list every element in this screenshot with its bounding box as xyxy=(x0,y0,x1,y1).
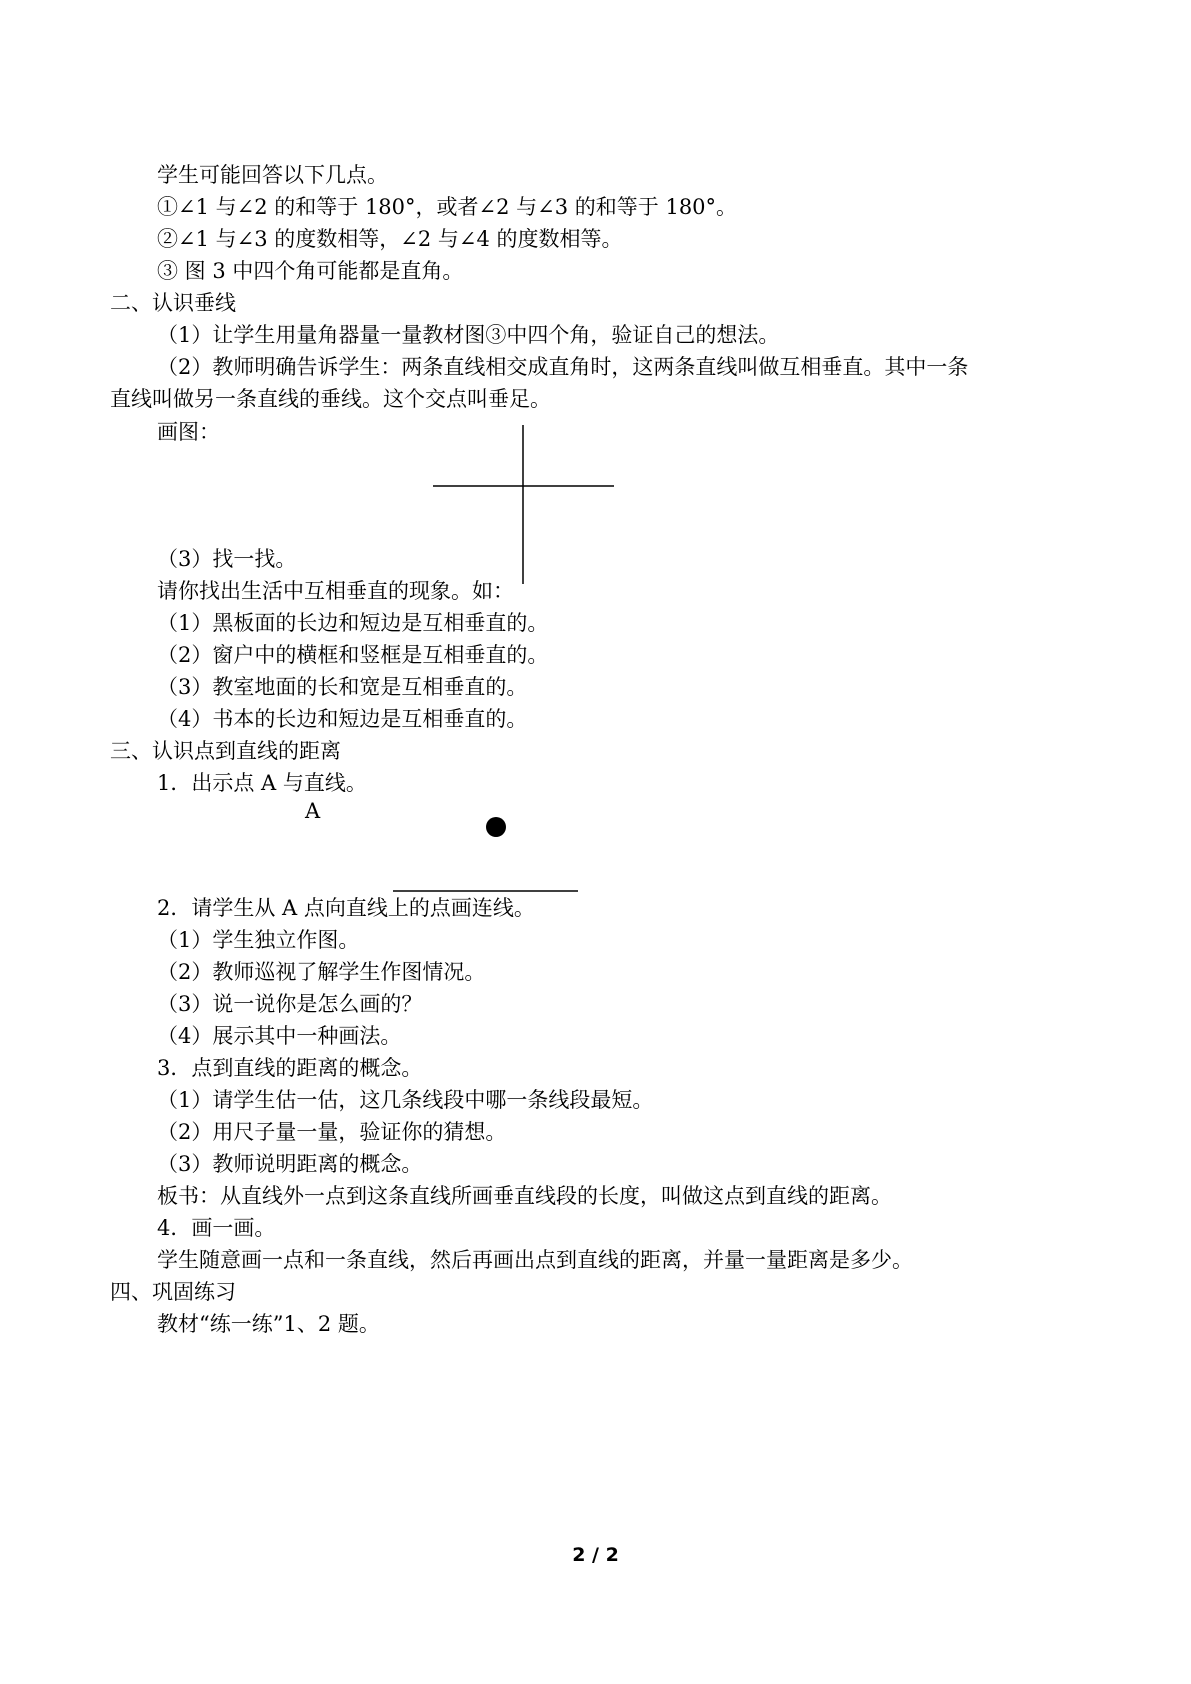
text-line: 学生随意画一点和一条直线，然后再画出点到直线的距离，并量一量距离是多少。 xyxy=(157,1248,913,1272)
section-heading: 二、认识垂线 xyxy=(110,291,236,315)
section-heading: 四、巩固练习 xyxy=(110,1280,236,1304)
text-line: 板书：从直线外一点到这条直线所画垂直线段的长度，叫做这点到直线的距离。 xyxy=(157,1184,892,1208)
text-line: （2）窗户中的横框和竖框是互相垂直的。 xyxy=(157,643,549,667)
text-line: （4）书本的长边和短边是互相垂直的。 xyxy=(157,707,528,731)
text-line: 2．请学生从 A 点向直线上的点画连线。 xyxy=(157,896,535,920)
text-line: ②∠1 与∠3 的度数相等，∠2 与∠4 的度数相等。 xyxy=(157,227,623,251)
text-line: ①∠1 与∠2 的和等于 180°，或者∠2 与∠3 的和等于 180°。 xyxy=(157,195,738,219)
text-line: ③ 图 3 中四个角可能都是直角。 xyxy=(157,259,464,283)
text-line: （3）教室地面的长和宽是互相垂直的。 xyxy=(157,675,528,699)
text-line: 学生可能回答以下几点。 xyxy=(157,163,388,187)
section-heading: 三、认识点到直线的距离 xyxy=(110,739,341,763)
text-line: （2）用尺子量一量，验证你的猜想。 xyxy=(157,1120,507,1144)
point-and-line-figure xyxy=(393,817,578,891)
text-line: （2）教师明确告诉学生：两条直线相交成直角时，这两条直线叫做互相垂直。其中一条 xyxy=(157,355,969,379)
page-number: 2 / 2 xyxy=(572,1544,619,1566)
text-line: 3．点到直线的距离的概念。 xyxy=(157,1056,423,1080)
text-line: 教材“练一练”1、2 题。 xyxy=(157,1312,380,1336)
text-line: （1）黑板面的长边和短边是互相垂直的。 xyxy=(157,611,549,635)
text-line: （2）教师巡视了解学生作图情况。 xyxy=(157,960,486,984)
text-line: （3）教师说明距离的概念。 xyxy=(157,1152,423,1176)
text-line: （3）找一找。 xyxy=(157,547,297,571)
text-line: （1）学生独立作图。 xyxy=(157,928,360,952)
text-line: 4．画一画。 xyxy=(157,1216,276,1240)
text-line: （1）请学生估一估，这几条线段中哪一条线段最短。 xyxy=(157,1088,654,1112)
point-a-label: A xyxy=(305,799,321,823)
text-line: （4）展示其中一种画法。 xyxy=(157,1024,402,1048)
text-line: 1．出示点 A 与直线。 xyxy=(157,771,367,795)
text-line: （3）说一说你是怎么画的？ xyxy=(157,992,423,1016)
text-line: （1）让学生用量角器量一量教材图③中四个角，验证自己的想法。 xyxy=(157,323,780,347)
text-line: 直线叫做另一条直线的垂线。这个交点叫垂足。 xyxy=(110,387,551,411)
point-a xyxy=(486,817,506,837)
text-line: 画图： xyxy=(157,420,220,444)
text-line: 请你找出生活中互相垂直的现象。如： xyxy=(157,579,514,603)
perpendicular-lines-figure xyxy=(433,425,614,584)
